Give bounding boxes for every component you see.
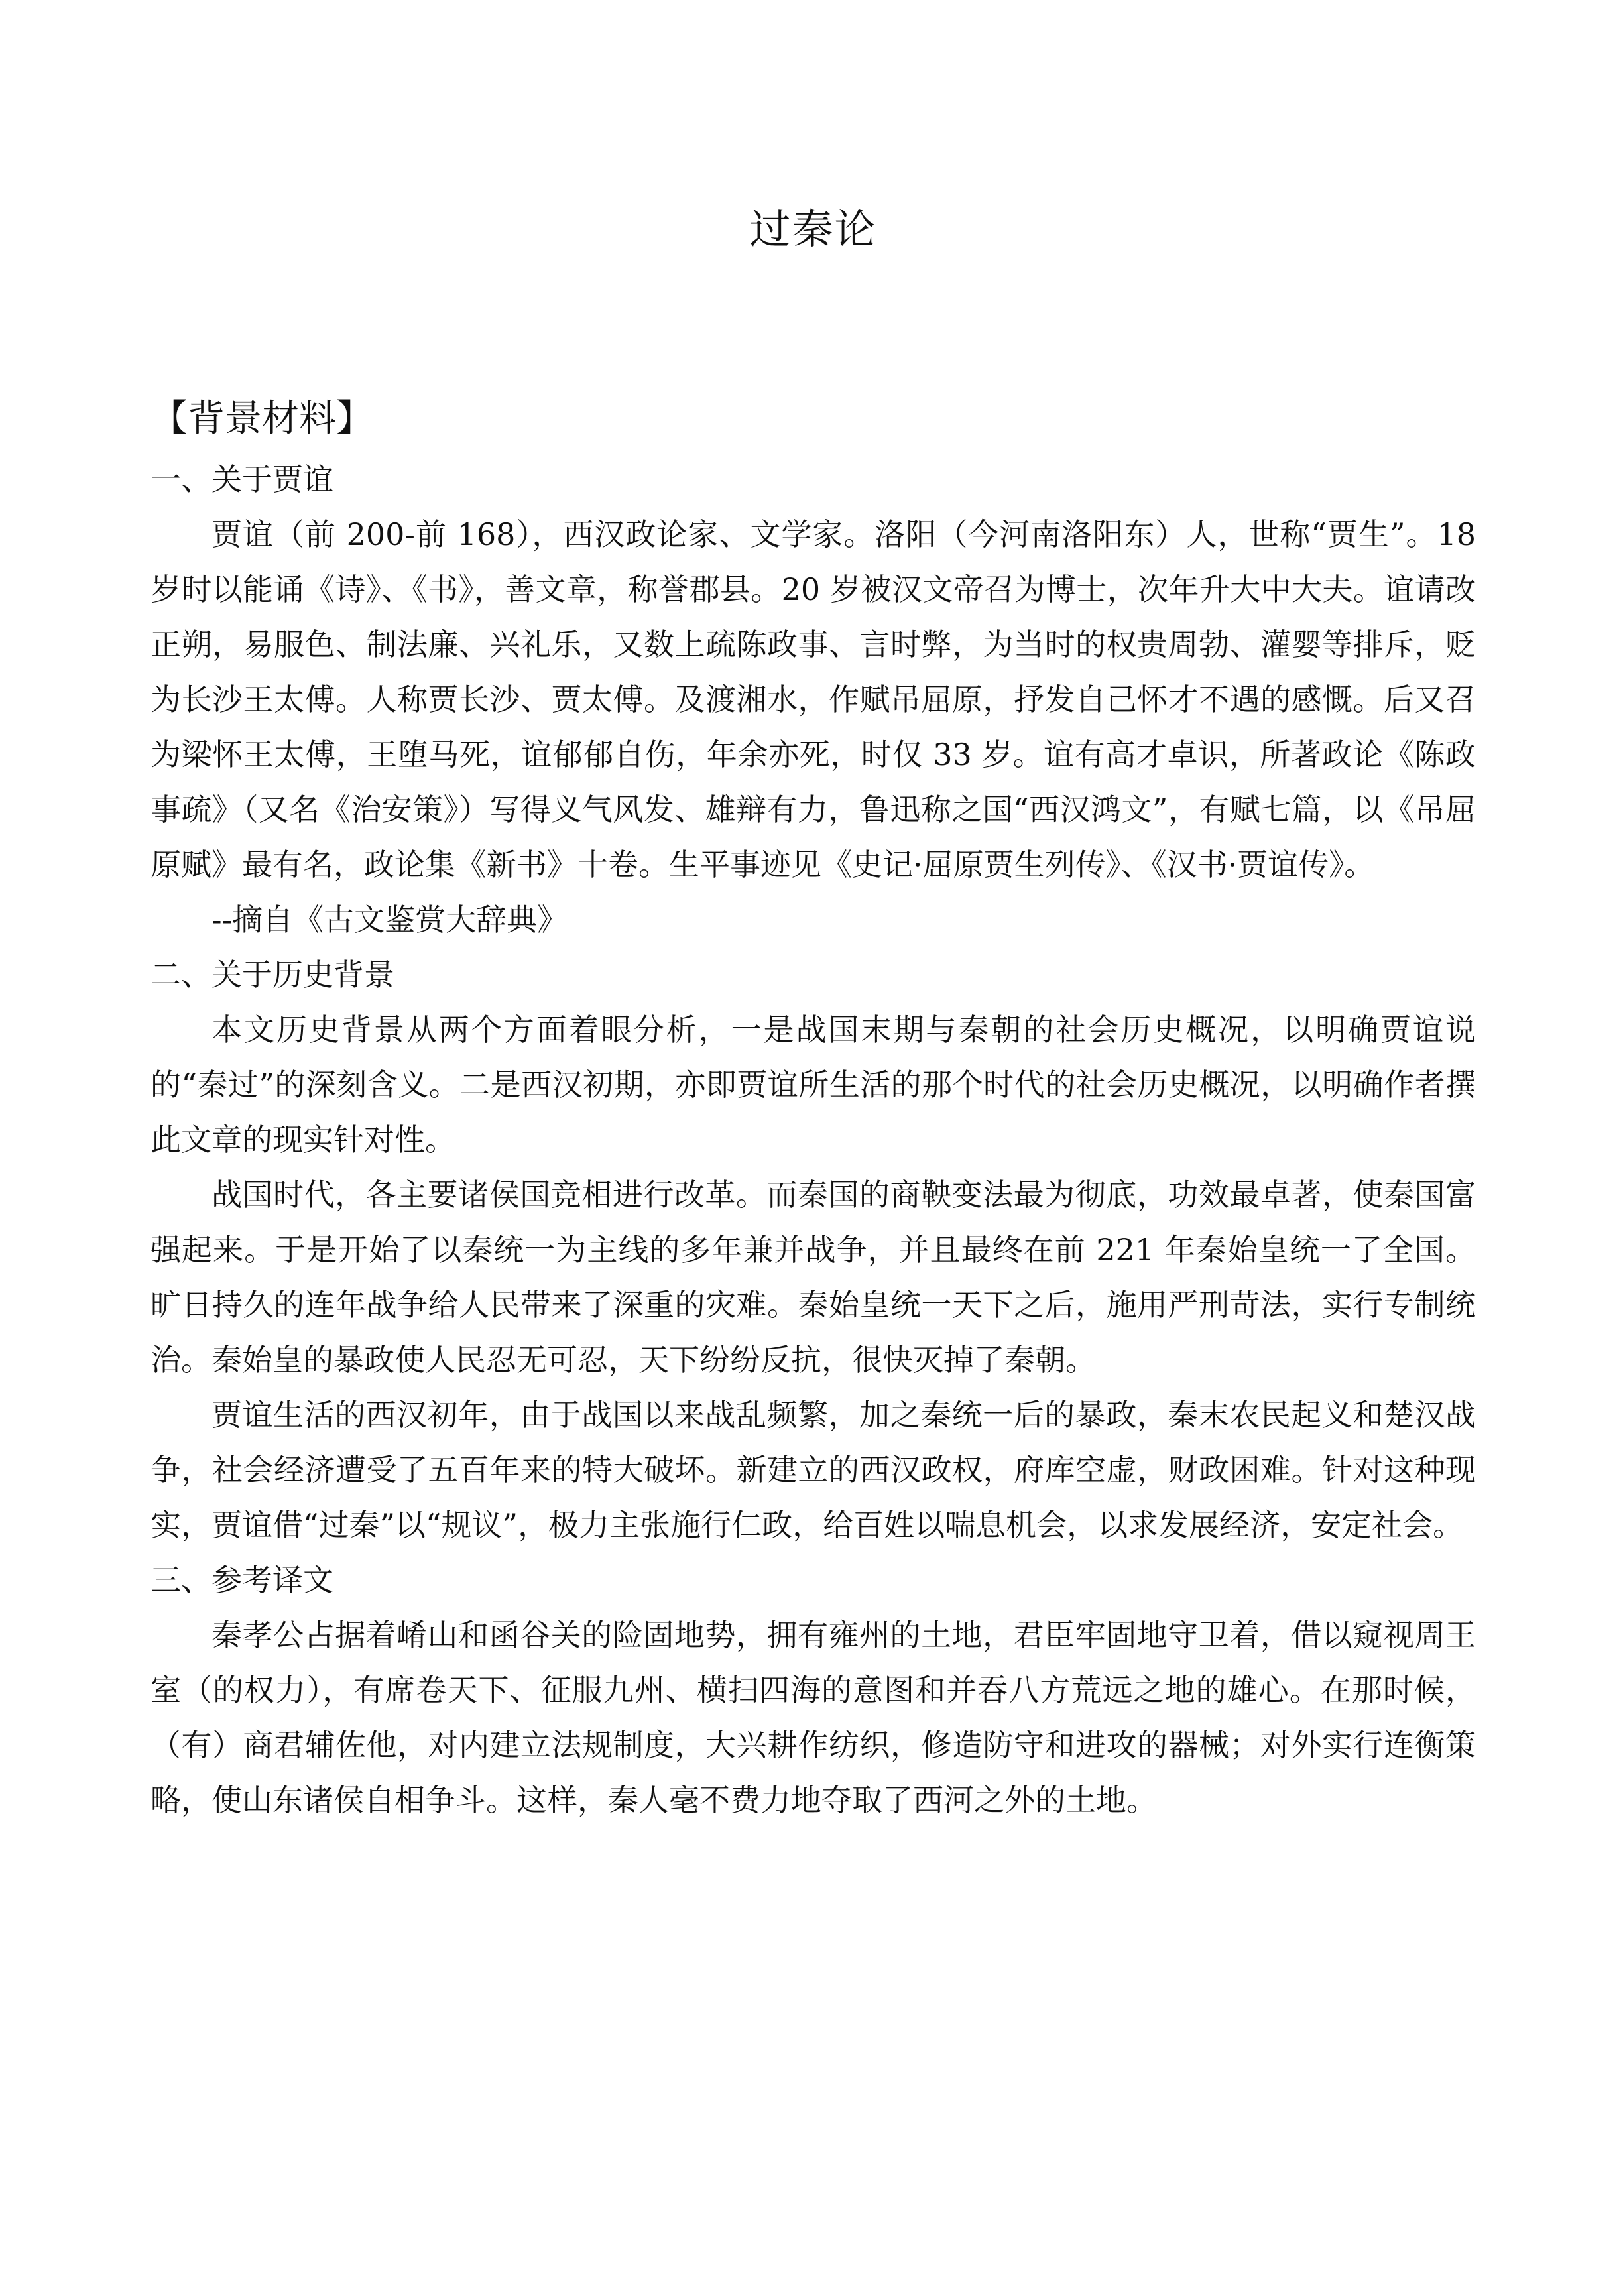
section-heading: 一、关于贾谊 bbox=[150, 461, 333, 497]
paragraph: 战国时代，各主要诸侯国竞相进行改革。而秦国的商鞅变法最为彻底，功效最卓著，使秦国富强起来。于是开始了以秦统一为主线的多年兼并战争，并且最终在前 221 年秦始皇统一了全国。旷日持久的连年战争给人民带来了深重的灾难。秦始皇统一天下之后，施用严刑苛法，实行专制统治。秦始皇的暴政使人民忍无可忍，天下纷纷反抗，很快灭掉了秦朝。 bbox=[150, 1177, 1476, 1378]
section-heading: 三、参考译文 bbox=[150, 1562, 333, 1598]
source-note: --摘自《古文鉴赏大辞典》 bbox=[211, 902, 568, 937]
section-about-jia-yi bbox=[150, 452, 1476, 947]
paragraph: 秦孝公占据着崤山和函谷关的险固地势，拥有雍州的土地，君臣牢固地守卫着，借以窥视周王室（的权力），有席卷天下、征服九州、横扫四海的意图和并吞八方荒远之地的雄心。在那时候，（有）商君辅佐他，对内建立法规制度，大兴耕作纺织，修造防守和进攻的器械；对外实行连衡策略，使山东诸侯自相争斗。这样，秦人毫不费力地夺取了西河之外的土地。 bbox=[150, 1617, 1476, 1818]
section-heading: 二、关于历史背景 bbox=[150, 957, 394, 993]
background-material-heading: 【背景材料】 bbox=[150, 397, 373, 440]
paragraph: 贾谊生活的西汉初年，由于战国以来战乱频繁，加之秦统一后的暴政，秦末农民起义和楚汉战争，社会经济遭受了五百年来的特大破坏。新建立的西汉政权，府库空虚，财政困难。针对这种现实，贾谊借“过秦”以“规议”，极力主张施行仁政，给百姓以喘息机会，以求发展经济，安定社会。 bbox=[150, 1397, 1476, 1543]
section-reference-translation bbox=[150, 1553, 1476, 1828]
section-historical-background bbox=[150, 947, 1476, 1553]
document-title: 过秦论 bbox=[749, 205, 877, 253]
paragraph: 本文历史背景从两个方面着眼分析，一是战国末期与秦朝的社会历史概况，以明确贾谊说的“秦过”的深刻含义。二是西汉初期，亦即贾谊所生活的那个时代的社会历史概况，以明确作者撰此文章的现实针对性。 bbox=[150, 1012, 1476, 1158]
paragraph: 贾谊（前 200-前 168），西汉政论家、文学家。洛阳（今河南洛阳东）人，世称“贾生”。18 岁时以能诵《诗》、《书》，善文章，称誉郡县。20 岁被汉文帝召为博士，次年升大中大夫。谊请改正朔，易服色、制法廉、兴礼乐，又数上疏陈政事、言时弊，为当时的权贵周勃、灌婴等排斥，贬为长沙王太傅。人称贾长沙、贾太傅。及渡湘水，作赋吊屈原，抒发自己怀才不遇的感慨。后又召为梁怀王太傅，王堕马死，谊郁郁自伤，年余亦死，时仅 33 岁。谊有高才卓识，所著政论《陈政事疏》（又名《治安策》）写得义气风发、雄辩有力，鲁迅称之国“西汉鸿文”，有赋七篇，以《吊屈原赋》最有名，政论集《新书》十卷。生平事迹见《史记·屈原贾生列传》、《汉书·贾谊传》。 bbox=[150, 516, 1476, 882]
